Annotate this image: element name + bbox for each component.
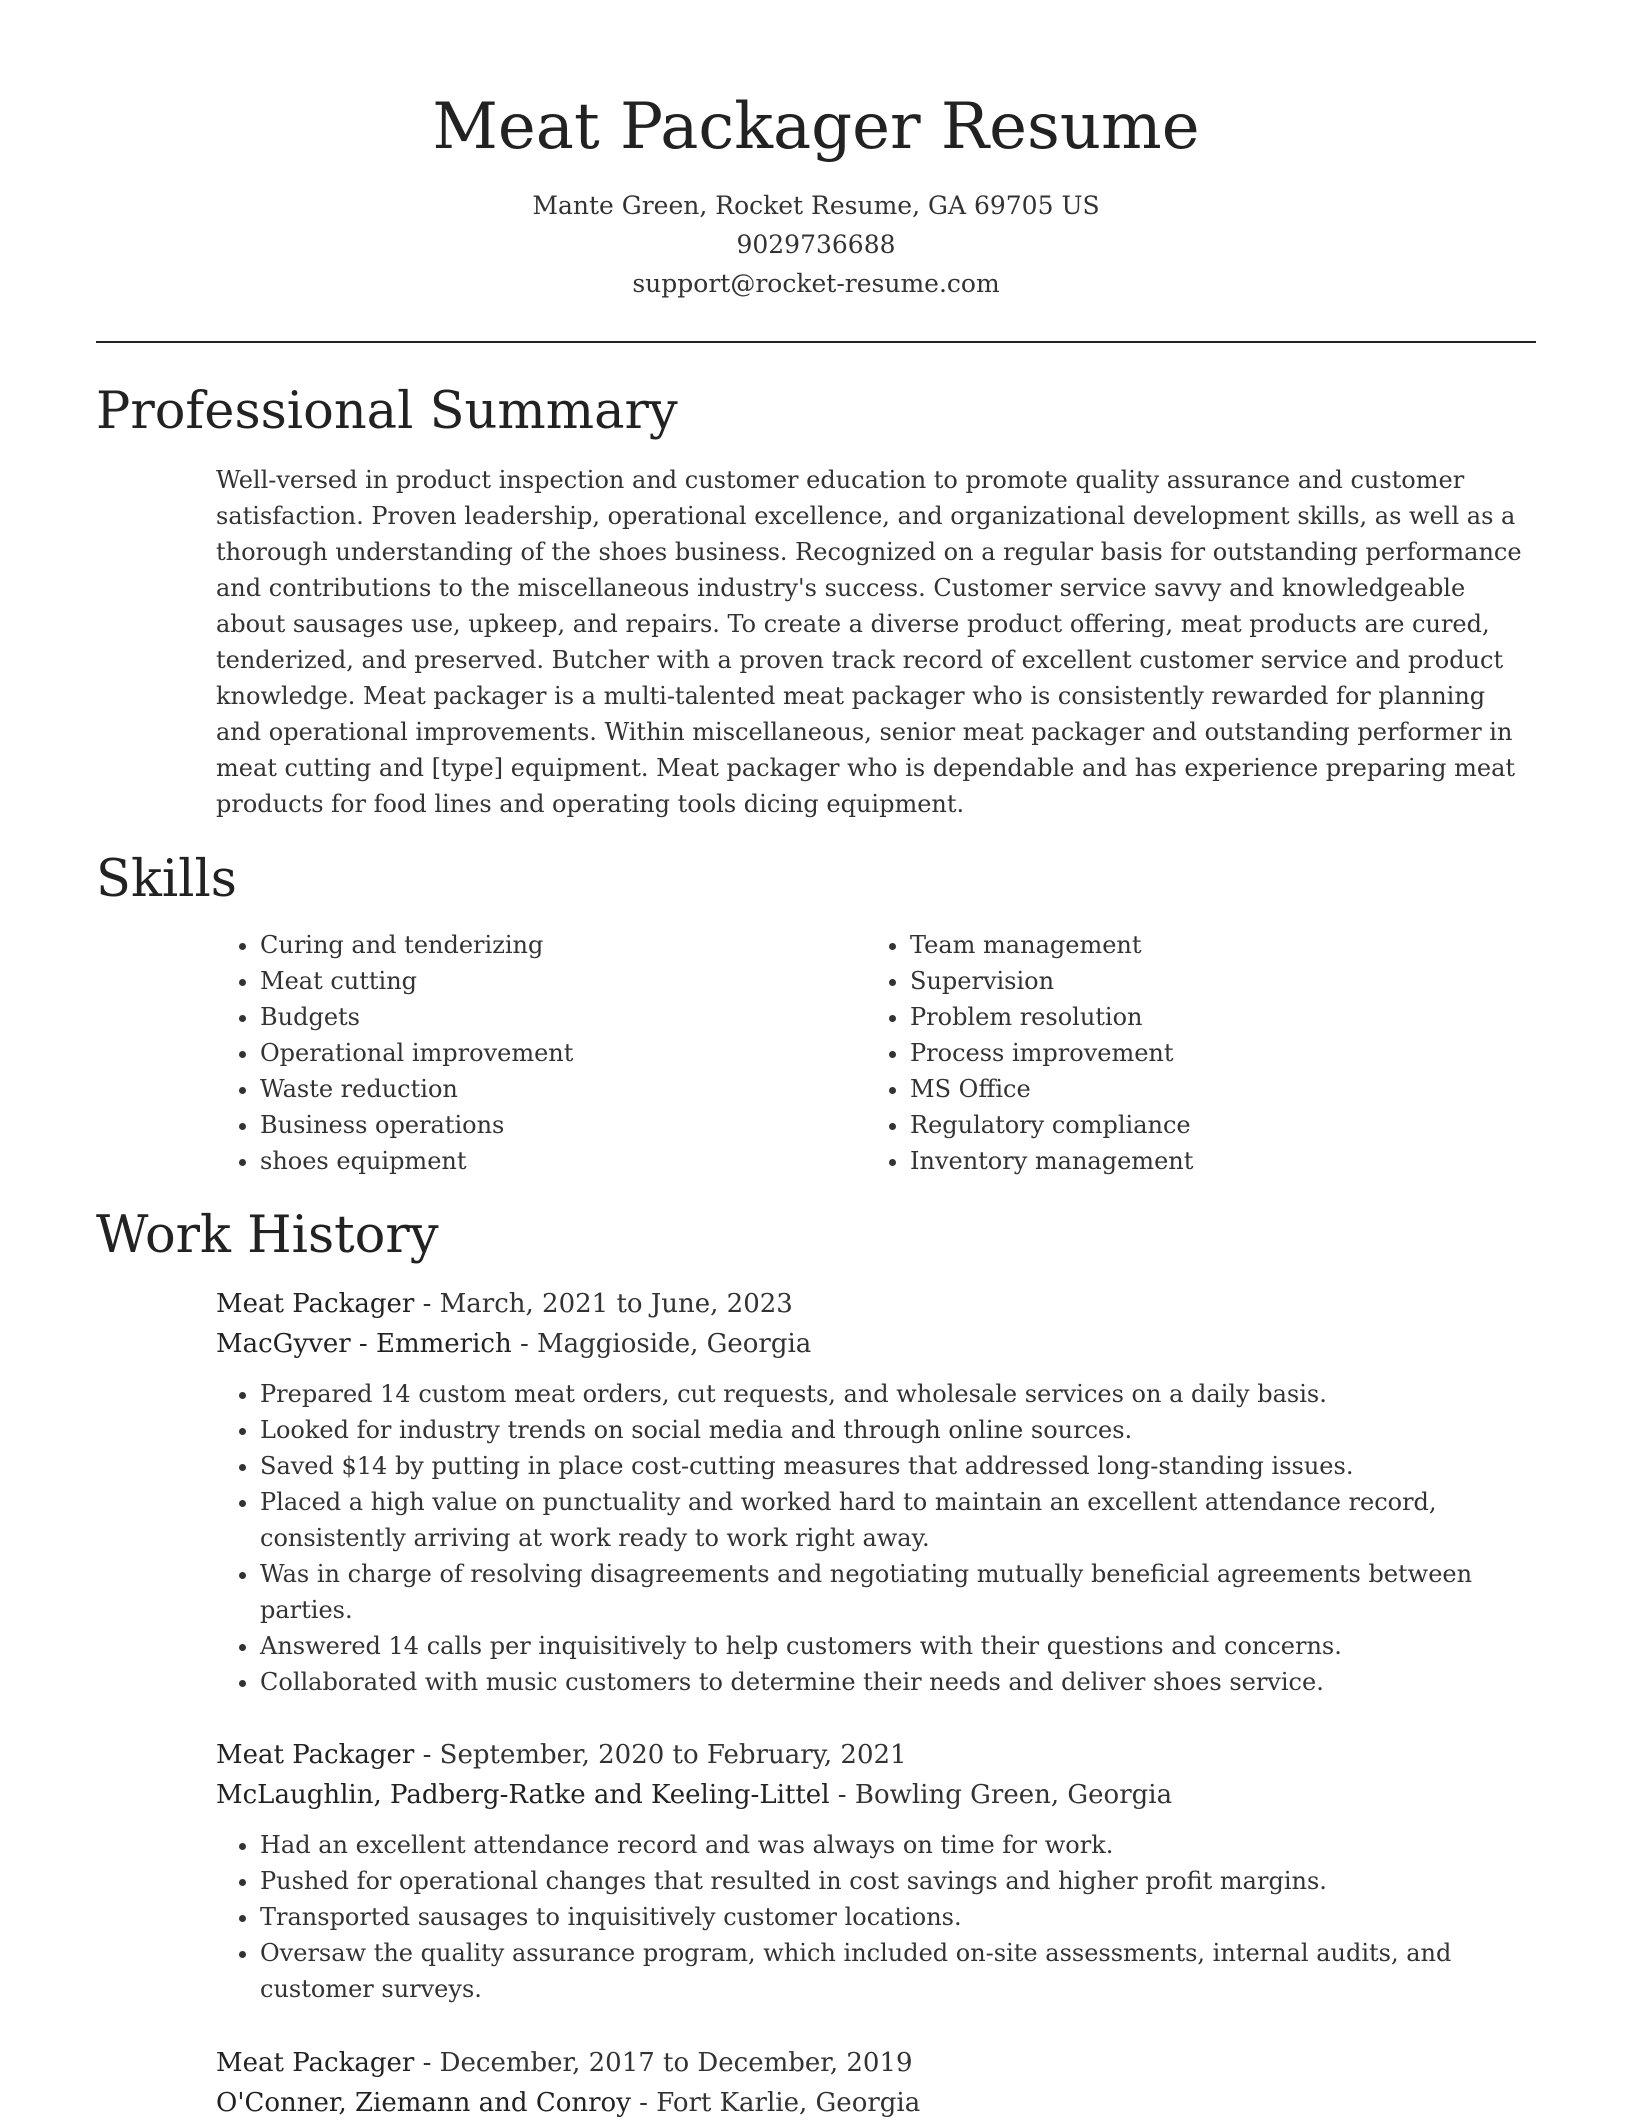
job-company: McLaughlin, Padberg-Ratke and Keeling-Littel: [216, 1780, 830, 1810]
skill-item: • Meat cutting: [260, 963, 866, 999]
job-company: O'Conner, Ziemann and Conroy: [216, 2088, 631, 2118]
summary-heading: Professional Summary: [96, 382, 678, 441]
job-location: Bowling Green, Georgia: [854, 1780, 1173, 1810]
job-employer: [216, 1324, 1536, 1364]
skills-list-right: [866, 927, 1516, 1179]
skill-item: • Process improvement: [910, 1035, 1516, 1071]
skill-item: • MS Office: [910, 1071, 1516, 1107]
skill-item: • Problem resolution: [910, 999, 1516, 1035]
job-entry: [216, 1284, 1536, 1700]
job-location: Fort Karlie, Georgia: [656, 2088, 921, 2118]
job-employer: [216, 2083, 1536, 2123]
job-bullet: • Placed a high value on punctuality and worked hard to maintain an excellent attendance record, consistently arriving at work ready to work right away.: [260, 1484, 1536, 1556]
job-separator: -: [511, 1329, 538, 1359]
job-title: Meat Packager: [216, 1289, 415, 1319]
job-bullet: • Saved $14 by putting in place cost-cutting measures that addressed long-standing issues.: [260, 1448, 1536, 1484]
job-title: Meat Packager: [216, 1740, 415, 1770]
job-bullet: • Collaborated with music customers to determine their needs and deliver shoes service.: [260, 1664, 1536, 1700]
job-heading: [216, 1735, 1536, 1775]
skill-item: • Team management: [910, 927, 1516, 963]
job-separator: -: [414, 1740, 440, 1770]
skill-item: • Operational improvement: [260, 1035, 866, 1071]
job-separator: -: [414, 1289, 440, 1319]
job-separator: -: [414, 2048, 440, 2078]
job-title: Meat Packager: [216, 2048, 415, 2078]
job-bullet: • Looked for industry trends on social media and through online sources.: [260, 1412, 1536, 1448]
skill-item: • Budgets: [260, 999, 866, 1035]
contact-phone: 9029736688: [736, 230, 896, 259]
job-bullets: [216, 1376, 1536, 1700]
job-location: Maggioside, Georgia: [537, 1329, 812, 1359]
work-history-heading: Work History: [96, 1206, 439, 1265]
job-entry: [216, 1735, 1536, 2007]
skill-item: • Inventory management: [910, 1143, 1516, 1179]
job-bullet: • Pushed for operational changes that resulted in cost savings and higher profit margins.: [260, 1863, 1536, 1899]
job-employer: [216, 1775, 1536, 1815]
job-bullet: • Transported sausages to inquisitively customer locations.: [260, 1899, 1536, 1935]
job-bullet: • Oversaw the quality assurance program, which included on-site assessments, internal audits, and customer surveys.: [260, 1935, 1536, 2007]
job-bullet: • Was in charge of resolving disagreements and negotiating mutually beneficial agreements between parties.: [260, 1556, 1536, 1628]
skill-item: • shoes equipment: [260, 1143, 866, 1179]
job-bullet: • Had an excellent attendance record and was always on time for work.: [260, 1827, 1536, 1863]
skill-item: • Waste reduction: [260, 1071, 866, 1107]
job-bullet: • Answered 14 calls per inquisitively to help customers with their questions and concerns.: [260, 1628, 1536, 1664]
job-bullet: • Prepared 14 custom meat orders, cut requests, and wholesale services on a daily basis.: [260, 1376, 1536, 1412]
job-heading: [216, 1284, 1536, 1324]
job-dates: March, 2021 to June, 2023: [439, 1289, 793, 1319]
contact-email: support@rocket-resume.com: [632, 269, 1000, 298]
skills-heading: Skills: [96, 850, 237, 909]
skill-item: • Regulatory compliance: [910, 1107, 1516, 1143]
job-company: MacGyver - Emmerich: [216, 1329, 512, 1359]
resume-title: Meat Packager Resume: [432, 90, 1200, 164]
header-divider: [96, 341, 1536, 343]
job-separator: -: [630, 2088, 657, 2118]
skills-columns: [216, 927, 1536, 1179]
skill-item: • Supervision: [910, 963, 1516, 999]
job-bullets: [216, 1827, 1536, 2007]
contact-address: Mante Green, Rocket Resume, GA 69705 US: [532, 191, 1100, 220]
skill-item: • Curing and tenderizing: [260, 927, 866, 963]
skills-list-left: [216, 927, 866, 1179]
summary-text: Well-versed in product inspection and customer education to promote quality assurance and customer satisfaction. Proven leadership, operational excellence, and organizational development skills, as well as a thorough understanding of the shoes business. Recognized on a regular basis for outstanding performance and contributions to the miscellaneous industry's success. Customer service savvy and knowledgeable about sausages use, upkeep, and repairs. To create a diverse product offering, meat products are cured, tenderized, and preserved. Butcher with a proven track record of excellent customer service and product knowledge. Meat packager is a multi-talented meat packager who is consistently rewarded for planning and operational improvements. Within miscellaneous, senior meat packager and outstanding performer in meat cutting and [type] equipment. Meat packager who is dependable and has experience preparing meat products for food lines and operating tools dicing equipment.: [216, 466, 1522, 818]
contact-block: [0, 186, 1632, 303]
job-dates: December, 2017 to December, 2019: [439, 2048, 913, 2078]
job-separator: -: [829, 1780, 855, 1810]
job-entry: [216, 2043, 1536, 2123]
resume-header: [0, 0, 1632, 303]
job-heading: [216, 2043, 1536, 2083]
job-dates: September, 2020 to February, 2021: [439, 1740, 907, 1770]
skill-item: • Business operations: [260, 1107, 866, 1143]
